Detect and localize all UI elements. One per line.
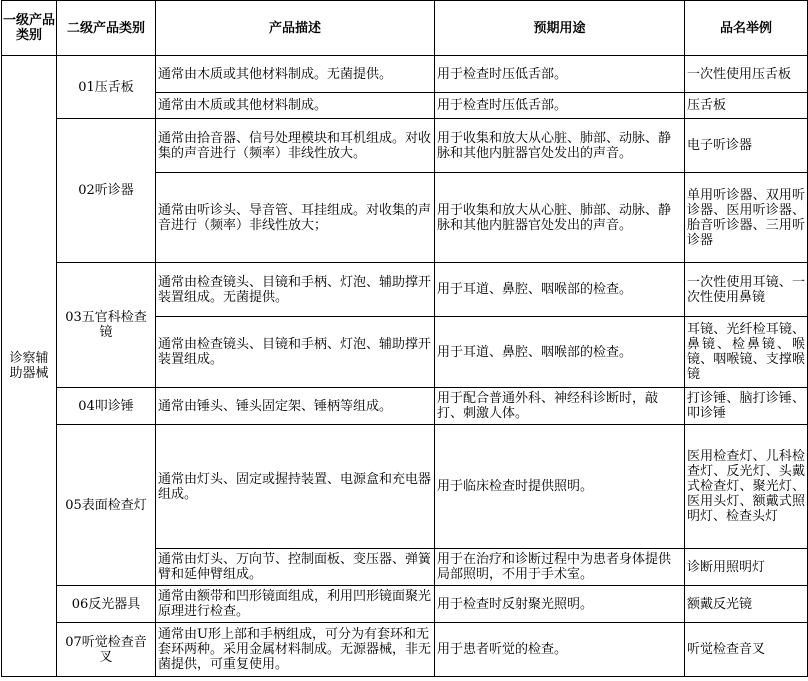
intended-use-cell: 用于患者听觉的检查。	[435, 623, 685, 677]
product-names-cell: 医用检查灯、儿科检查灯、反光灯、头戴式检查灯、聚光灯、医用头灯、额戴式照明灯、检查头灯	[685, 425, 808, 549]
table-row	[2, 623, 808, 677]
table-row	[2, 263, 808, 317]
intended-use-cell: 用于耳道、鼻腔、咽喉部的检查。	[435, 263, 685, 317]
product-names-cell: 耳镜、光纤检耳镜、鼻镜、检鼻镜、喉镜、咽喉镜、支撑喉镜	[685, 317, 808, 388]
description-cell: 通常由U形上部和手柄组成，可分为有套环和无套环两种。采用金属材料制成。无源器械，非无菌提供，可重复使用。	[156, 623, 435, 677]
product-names-cell: 压舌板	[685, 93, 808, 119]
table-row	[2, 56, 808, 93]
header-row	[2, 1, 808, 56]
product-table	[1, 0, 808, 677]
description-cell: 通常由灯头、固定或握持装置、电源盒和充电器组成。	[156, 425, 435, 549]
description-cell: 通常由听诊头、导音管、耳挂组成。对收集的声音进行（频率）非线性放大；	[156, 173, 435, 263]
level2-category-cell: 05表面检查灯	[57, 425, 156, 586]
product-names-cell: 听觉检查音叉	[685, 623, 808, 677]
intended-use-cell: 用于耳道、鼻腔、咽喉部的检查。	[435, 317, 685, 388]
description-cell: 通常由检查镜头、目镜和手柄、灯泡、辅助撑开装置组成。无菌提供。	[156, 263, 435, 317]
product-names-cell: 单用听诊器、双用听诊器、医用听诊器、胎音听诊器、三用听诊器	[685, 173, 808, 263]
product-names-cell: 电子听诊器	[685, 119, 808, 173]
level1-category-cell: 诊察辅助器械	[2, 56, 57, 677]
header-level2: 二级产品类别	[57, 1, 156, 56]
header-description: 产品描述	[156, 1, 435, 56]
description-cell: 通常由灯头、万向节、控制面板、变压器、弹簧臂和延伸臂组成。	[156, 549, 435, 586]
description-cell: 通常由木质或其他材料制成。无菌提供。	[156, 56, 435, 93]
product-names-cell: 一次性使用耳镜、一次性使用鼻镜	[685, 263, 808, 317]
intended-use-cell: 用于收集和放大从心脏、肺部、动脉、静脉和其他内脏器官处发出的声音。	[435, 173, 685, 263]
header-product-names: 品名举例	[685, 1, 808, 56]
product-names-cell: 额戴反光镜	[685, 586, 808, 623]
intended-use-cell: 用于检查时压低舌部。	[435, 56, 685, 93]
table-row	[2, 425, 808, 549]
intended-use-cell: 用于检查时压低舌部。	[435, 93, 685, 119]
table-row	[2, 586, 808, 623]
intended-use-cell: 用于检查时反射聚光照明。	[435, 586, 685, 623]
header-intended-use: 预期用途	[435, 1, 685, 56]
level2-category-cell: 03五官科检查镜	[57, 263, 156, 388]
table-row	[2, 119, 808, 173]
table-row	[2, 388, 808, 425]
description-cell: 通常由额带和凹形镜面组成，利用凹形镜面聚光原理进行检查。	[156, 586, 435, 623]
level2-category-cell: 01压舌板	[57, 56, 156, 119]
description-cell: 通常由检查镜头、目镜和手柄、灯泡、辅助撑开装置组成。	[156, 317, 435, 388]
level2-category-cell: 04叩诊锤	[57, 388, 156, 425]
description-cell: 通常由木质或其他材料制成。	[156, 93, 435, 119]
product-names-cell: 打诊锤、脑打诊锤、叩诊锤	[685, 388, 808, 425]
intended-use-cell: 用于配合普通外科、神经科诊断时，敲打、刺激人体。	[435, 388, 685, 425]
level2-category-cell: 07听觉检查音叉	[57, 623, 156, 677]
description-cell: 通常由锤头、锤头固定架、锤柄等组成。	[156, 388, 435, 425]
product-names-cell: 诊断用照明灯	[685, 549, 808, 586]
product-names-cell: 一次性使用压舌板	[685, 56, 808, 93]
intended-use-cell: 用于收集和放大从心脏、肺部、动脉、静脉和其他内脏器官处发出的声音。	[435, 119, 685, 173]
intended-use-cell: 用于在治疗和诊断过程中为患者身体提供局部照明，不用于手术室。	[435, 549, 685, 586]
description-cell: 通常由拾音器、信号处理模块和耳机组成。对收集的声音进行（频率）非线性放大。	[156, 119, 435, 173]
header-level1: 一级产品类别	[2, 1, 57, 56]
level2-category-cell: 02听诊器	[57, 119, 156, 263]
intended-use-cell: 用于临床检查时提供照明。	[435, 425, 685, 549]
level2-category-cell: 06反光器具	[57, 586, 156, 623]
